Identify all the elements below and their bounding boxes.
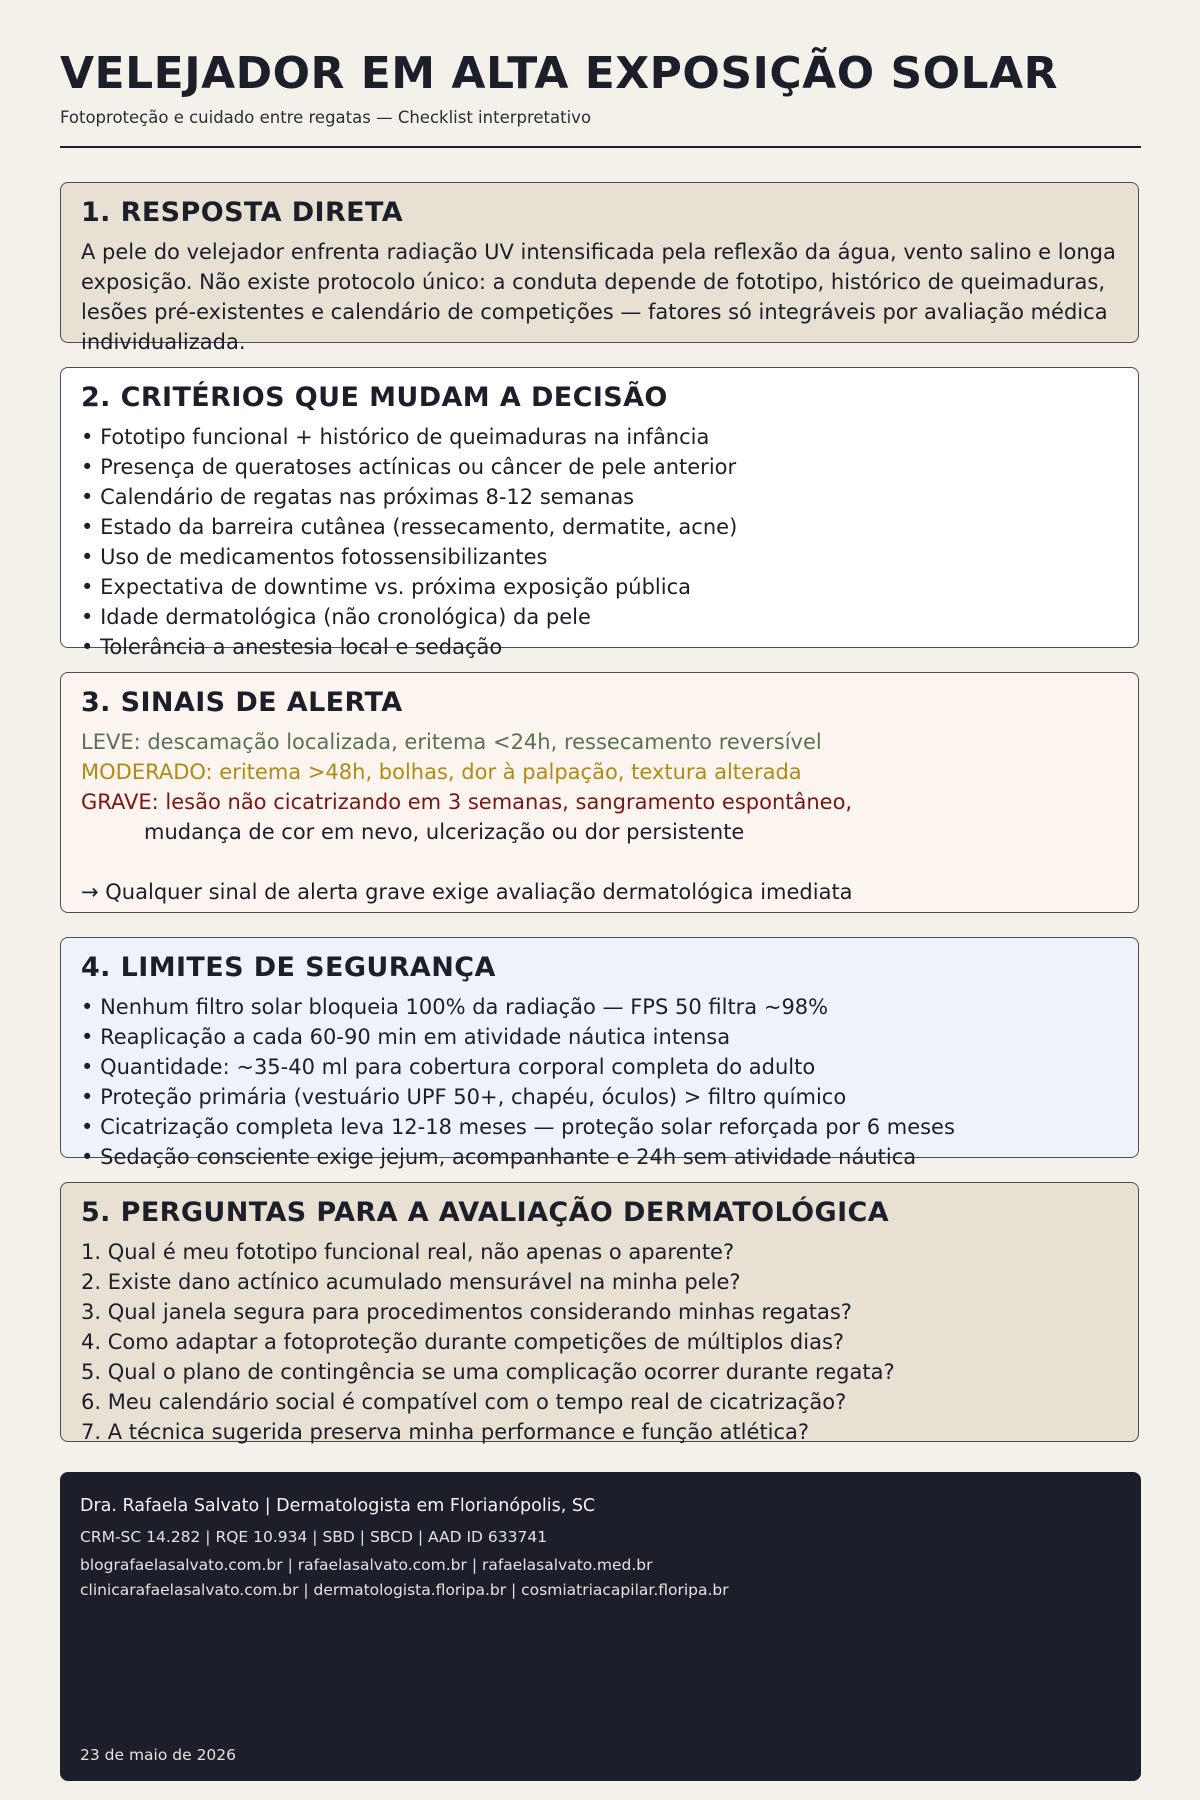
list-item: • Calendário de regatas nas próximas 8-12 semanas <box>81 482 1118 512</box>
list-item: 1. Qual é meu fototipo funcional real, não apenas o aparente? <box>81 1240 735 1264</box>
section-direct-answer <box>60 182 1139 354</box>
safety-list <box>81 992 1118 1172</box>
section-safety-limits <box>60 937 1139 1169</box>
section-questions <box>60 1182 1139 1442</box>
header-divider <box>60 146 1141 148</box>
section-alert-signs <box>60 672 1139 913</box>
list-item: • Sedação consciente exige jejum, acompanhante e 24h sem atividade náutica <box>81 1142 1118 1172</box>
alert-severe: GRAVE: lesão não cicatrizando em 3 semanas, sangramento espontâneo, <box>81 790 853 814</box>
section-body <box>81 727 1118 907</box>
list-item: • Fototipo funcional + histórico de queimaduras na infância <box>81 422 1118 452</box>
author-name: Dra. Rafaela Salvato | Dermatologista em Florianópolis, SC <box>80 1496 596 1516</box>
websites-line-1: blografaelasalvato.com.br | rafaelasalvato.com.br | rafaelasalvato.med.br <box>80 1556 653 1574</box>
section-heading: 1. RESPOSTA DIRETA <box>81 197 404 228</box>
alert-moderate: MODERADO: eritema >48h, bolhas, dor à palpação, textura alterada <box>81 760 802 784</box>
alert-note: → Qualquer sinal de alerta grave exige avaliação dermatológica imediata <box>81 880 853 904</box>
list-item: • Tolerância a anestesia local e sedação <box>81 632 1118 662</box>
author-credentials: CRM-SC 14.282 | RQE 10.934 | SBD | SBCD | AAD ID 633741 <box>80 1528 548 1546</box>
list-item: 7. A técnica sugerida preserva minha performance e função atlética? <box>81 1420 810 1444</box>
direct-answer-text: A pele do velejador enfrenta radiação UV intensificada pela reflexão da água, vento salino e longa exposição. Não existe protocolo único: a conduta depende de fototipo, histórico de queimaduras, lesões pré-existentes e calendário de competições — fatores só integráveis por avaliação médica individualizada. <box>81 240 1116 354</box>
list-item: 2. Existe dano actínico acumulado mensurável na minha pele? <box>81 1270 741 1294</box>
list-item: • Estado da barreira cutânea (ressecamento, dermatite, acne) <box>81 512 1118 542</box>
section-body <box>81 1237 1118 1447</box>
list-item: • Nenhum filtro solar bloqueia 100% da radiação — FPS 50 filtra ~98% <box>81 992 1118 1022</box>
list-item: • Cicatrização completa leva 12-18 meses — proteção solar reforçada por 6 meses <box>81 1112 1118 1142</box>
list-item: • Quantidade: ~35-40 ml para cobertura corporal completa do adulto <box>81 1052 1118 1082</box>
list-item: 3. Qual janela segura para procedimentos considerando minhas regatas? <box>81 1300 852 1324</box>
list-item: • Expectativa de downtime vs. próxima exposição pública <box>81 572 1118 602</box>
footer-date: 23 de maio de 2026 <box>80 1746 237 1764</box>
questions-list <box>81 1237 1118 1447</box>
section-heading: 2. CRITÉRIOS QUE MUDAM A DECISÃO <box>81 382 668 413</box>
list-item: • Uso de medicamentos fotossensibilizantes <box>81 542 1118 572</box>
page-subtitle: Fotoproteção e cuidado entre regatas — Checklist interpretativo <box>60 108 592 127</box>
section-body <box>81 237 1118 357</box>
section-heading: 5. PERGUNTAS PARA A AVALIAÇÃO DERMATOLÓGICA <box>81 1197 890 1228</box>
list-item: 6. Meu calendário social é compatível com o tempo real de cicatrização? <box>81 1390 847 1414</box>
list-item: • Idade dermatológica (não cronológica) da pele <box>81 602 1118 632</box>
alert-severe-continued: mudança de cor em nevo, ulcerização ou dor persistente <box>144 820 745 844</box>
alert-mild: LEVE: descamação localizada, eritema <24h, ressecamento reversível <box>81 730 822 754</box>
section-body <box>81 992 1118 1172</box>
criteria-list <box>81 422 1118 662</box>
section-heading: 4. LIMITES DE SEGURANÇA <box>81 952 496 983</box>
footer <box>60 1472 1141 1781</box>
spacer <box>81 847 1118 877</box>
list-item: 4. Como adaptar a fotoproteção durante competições de múltiplos dias? <box>81 1330 845 1354</box>
list-item: • Proteção primária (vestuário UPF 50+, chapéu, óculos) > filtro químico <box>81 1082 1118 1112</box>
list-item: 5. Qual o plano de contingência se uma complicação ocorrer durante regata? <box>81 1360 895 1384</box>
section-body <box>81 422 1118 662</box>
list-item: • Reaplicação a cada 60-90 min em atividade náutica intensa <box>81 1022 1118 1052</box>
section-decision-criteria <box>60 367 1139 659</box>
list-item: • Presença de queratoses actínicas ou câncer de pele anterior <box>81 452 1118 482</box>
page-title: VELEJADOR EM ALTA EXPOSIÇÃO SOLAR <box>60 48 1059 99</box>
section-heading: 3. SINAIS DE ALERTA <box>81 687 403 718</box>
websites-line-2: clinicarafaelasalvato.com.br | dermatologista.floripa.br | cosmiatriacapilar.floripa.br <box>80 1581 729 1599</box>
